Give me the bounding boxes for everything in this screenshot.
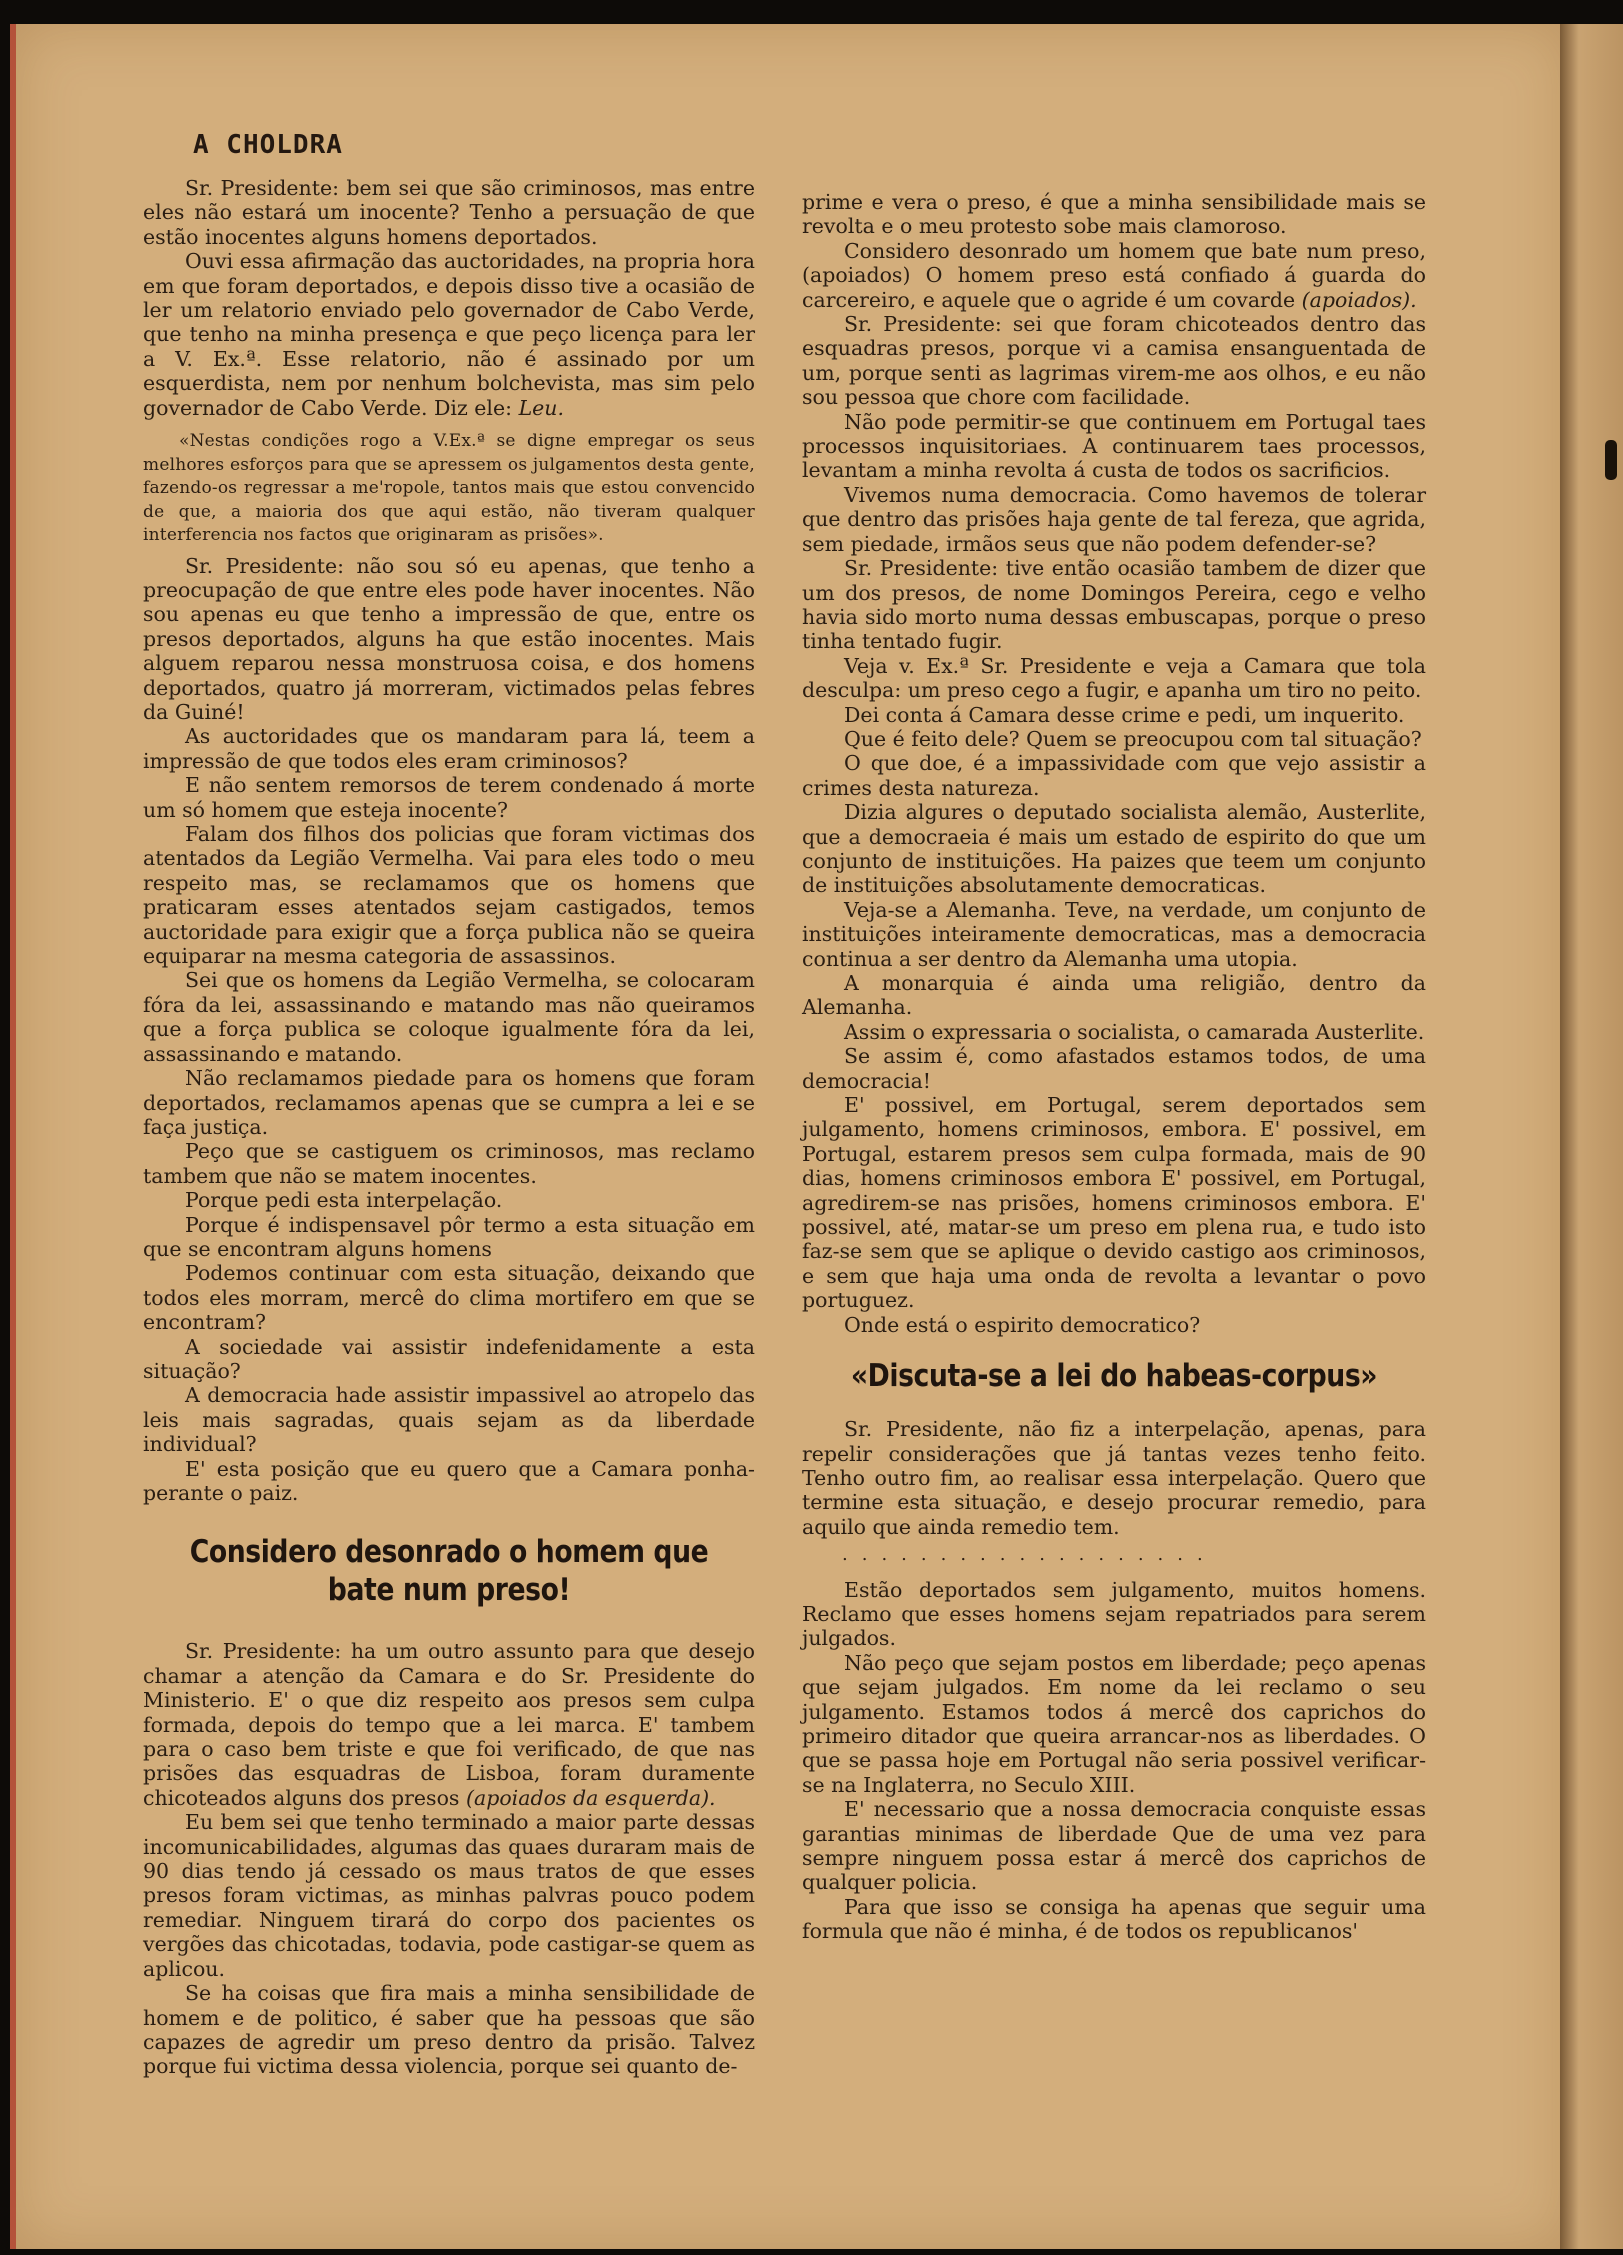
paragraph: E não sentem remorsos de terem condenado á morte um só homem que esteja inocente?	[143, 773, 755, 822]
page-edge	[1560, 24, 1623, 2249]
paragraph: Se ha coisas que fira mais a minha sensibilidade de homem e de politico, é saber que ha pessoas que são capazes de agredir um preso dentro da prisão. Talvez porque fui victima dessa violencia, porque sei quanto de-	[143, 1981, 755, 2079]
paragraph: Eu bem sei que tenho terminado a maior parte dessas incomunicabilidades, algumas das quaes duraram mais de 90 dias tendo já cessado os maus tratos de que esses presos foram victimas, as minhas palvras pouco podem remediar. Ninguem tirará do corpo dos pacientes os vergões das chicotadas, todavia, pode castigar-se quem as aplicou.	[143, 1810, 755, 1981]
apoiados-note: (apoiados da esquerda).	[465, 1785, 716, 1810]
paragraph: Para que isso se consiga ha apenas que seguir uma formula que não é minha, é de todos os republicanos'	[802, 1894, 1426, 1944]
paragraph: As auctoridades que os mandaram para lá, teem a impressão de que todos eles eram criminosos?	[143, 724, 755, 773]
paragraph: O que doe, é a impassividade com que vejo assistir a crimes desta natureza.	[802, 751, 1426, 800]
paragraph: Sei que os homens da Legião Vermelha, se colocaram fóra da lei, assassinando e matando mas não queiramos que a força publica se coloque igualmente fóra da lei, assassinando e matando.	[143, 968, 755, 1066]
ellipsis-row: ...................	[842, 1544, 1217, 1566]
left-column	[143, 124, 755, 2079]
paragraph: Se assim é, como afastados estamos todos, de uma democracia!	[802, 1044, 1426, 1093]
binding-mark	[1605, 440, 1617, 480]
paragraph: A democracia hade assistir impassivel ao atropelo das leis mais sagradas, quais sejam as da liberdade individual?	[143, 1383, 755, 1457]
paragraph: A sociedade vai assistir indefenidamente a esta situação?	[143, 1334, 755, 1383]
leu-note: Leu.	[518, 395, 565, 420]
paragraph: E' necessario que a nossa democracia conquiste essas garantias minimas de liberdade Que de uma vez para sempre ninguem possa estar á mercê dos caprichos de qualquer policia.	[802, 1797, 1426, 1895]
paragraph-continuation: prime e vera o preso, é que a minha sensibilidade mais se revolta e o meu protesto sobe mais clamoroso.	[802, 190, 1426, 239]
paragraph: Sr. Presidente: bem sei que são criminosos, mas entre eles não estará um inocente? Tenho a persuação de que estão inocentes alguns homens deportados.	[143, 176, 755, 249]
paragraph: Dei conta á Camara desse crime e pedi, um inquerito.	[844, 702, 1405, 727]
paragraph: E' possivel, em Portugal, serem deportados sem julgamento, homens criminosos, embora. E' possivel, em Portugal, estarem presos sem culpa formada, mais de 90 dias, homens criminosos embora E' possivel, em Portugal, agredirem-se nas prisões, homens criminosos embora. E' possivel, até, matar-se um preso em plena rua, e tudo isto faz-se sem que se aplique o devido castigo aos criminosos, e sem que haja uma onda de revolta a levantar o povo portuguez.	[802, 1093, 1426, 1313]
paragraph: Peço que se castiguem os criminosos, mas reclamo tambem que não se matem inocentes.	[143, 1139, 755, 1188]
paragraph: Sr. Presidente, não fiz a interpelação, apenas, para repelir considerações que já tantas vezes tenho feito. Tenho outro fim, ao realisar essa interpelação. Quero que termine esta situação, e desejo procurar remedio, para aquilo que ainda remedio tem.	[802, 1417, 1426, 1539]
paragraph: Sr. Presidente: ha um outro assunto para que desejo chamar a atenção da Camara e do Sr. Presidente do Ministerio. E' o que diz respeito aos presos sem culpa formada, depois do tempo que a lei marca. E' tambem para o caso bem triste e que foi verificado, de que nas prisões das esquadras de Lisboa, foram duramente chicoteados alguns dos presos (apoiados da esquerda).	[143, 1639, 755, 1810]
paragraph: Onde está o espirito democratico?	[844, 1312, 1201, 1337]
paragraph: Porque pedi esta interpelação.	[185, 1188, 503, 1213]
paragraph: Considero desonrado um homem que bate num preso, (apoiados) O homem preso está confiado á guarda do carcereiro, e aquele que o agride é um covarde (apoiados).	[802, 238, 1426, 312]
apoiados-note: (apoiados).	[1301, 287, 1417, 312]
running-head: A CHOLDRA	[193, 130, 343, 160]
paragraph: Dizia algures o deputado socialista alemão, Austerlite, que a democraeia é mais um estado de espirito do que um conjunto de instituições. Ha paizes que teem um conjunto de instituições absolutamente democraticas.	[802, 800, 1426, 898]
quoted-report: «Nestas condições rogo a V.Ex.ª se digne empregar os seus melhores esforços para que se apressem os julgamentos desta gente, fazendo-os regressar a me'ropole, tantos mais que estou convencido de que, a maioria dos que aqui estão, não tiveram qualquer interferencia nos factos que originaram as prisões».	[143, 431, 755, 546]
paragraph: Não pode permitir-se que continuem em Portugal taes processos inquisitoriaes. A continuarem taes processos, levantam a minha revolta á custa de todos os sacrificios.	[802, 409, 1426, 483]
paragraph: Veja v. Ex.ª Sr. Presidente e veja a Camara que tola desculpa: um preso cego a fugir, e apanha um tiro no peito.	[802, 653, 1426, 703]
paragraph: Não peço que sejam postos em liberdade; peço apenas que sejam julgados. Em nome da lei reclamo o seu julgamento. Estamos todos á mercê dos caprichos do primeiro ditador que queira arrancar-nos as liberdades. O que se passa hoje em Portugal não seria possivel verificar-se na Inglaterra, no Seculo XIII.	[802, 1650, 1426, 1797]
paragraph: Podemos continuar com esta situação, deixando que todos eles morram, mercê do clima mortifero em que se encontram?	[143, 1261, 755, 1335]
paragraph: Sr. Presidente: não sou só eu apenas, que tenho a preocupação de que entre eles pode haver inocentes. Não sou apenas eu que tenho a impressão de que, entre os presos deportados, alguns ha que estão inocentes. Mais alguem reparou nessa monstruosa coisa, e dos homens deportados, quatro já morreram, victimados pelas febres da Guiné!	[143, 553, 755, 724]
paragraph: Assim o expressaria o socialista, o camarada Austerlite.	[844, 1019, 1425, 1044]
paragraph: E' esta posição que eu quero que a Camara ponha-perante o paiz.	[143, 1456, 755, 1505]
paragraph: Sr. Presidente: sei que foram chicoteados dentro das esquadras presos, porque vi a camisa ensanguentada de um, porque senti as lagrimas virem-me aos olhos, e eu não sou pessoa que chore com facilidade.	[802, 312, 1426, 410]
paragraph: Que é feito dele? Quem se preocupou com tal situação?	[844, 726, 1422, 751]
right-column	[802, 190, 1426, 1944]
paragraph: Não reclamamos piedade para os homens que foram deportados, reclamamos apenas que se cumpra a lei e se faça justiça.	[143, 1066, 755, 1139]
paragraph: Porque é indispensavel pôr termo a esta situação em que se encontram alguns homens	[143, 1212, 755, 1261]
section-headline: «Discuta-se a lei do habeas-corpus»	[850, 1358, 1378, 1395]
paragraph: Sr. Presidente: tive então ocasião tambem de dizer que um dos presos, de nome Domingos Pereira, cego e velho havia sido morto numa dessas embuscapas, porque o preso tinha tentado fugir.	[802, 556, 1426, 654]
paragraph: Veja-se a Alemanha. Teve, na verdade, um conjunto de instituições inteiramente democraticas, mas a democracia continua a ser dentro da Alemanha uma utopia.	[802, 897, 1426, 971]
paragraph: Ouvi essa afirmação das auctoridades, na propria hora em que foram deportados, e depois disso tive a ocasião de ler um relatorio enviado pelo governador de Cabo Verde, que tenho na minha presença e que peço licença para ler a V. Ex.ª. Esse relatorio, não é assinado por um esquerdista, nem por nenhum bolchevista, mas sim pelo governador de Cabo Verde. Diz ele: Leu.	[143, 249, 755, 420]
paragraph: Estão deportados sem julgamento, muitos homens. Reclamo que esses homens sejam repatriados para serem julgados.	[802, 1577, 1426, 1651]
paragraph: Vivemos numa democracia. Como havemos de tolerar que dentro das prisões haja gente de tal fereza, que agrida, sem piedade, irmãos seus que não podem defender-se?	[802, 482, 1426, 556]
paragraph: A monarquia é ainda uma religião, dentro da Alemanha.	[802, 971, 1426, 1020]
section-headline: Considero desonrado o homem que bate num preso!	[189, 1534, 709, 1609]
paragraph: Falam dos filhos dos policias que foram victimas dos atentados da Legião Vermelha. Vai para eles todo o meu respeito mas, se reclamamos que os homens que praticaram esses atentados sejam castigados, temos auctoridade para exigir que a força publica não se queira equiparar na mesma categoria de assassinos.	[143, 822, 755, 969]
